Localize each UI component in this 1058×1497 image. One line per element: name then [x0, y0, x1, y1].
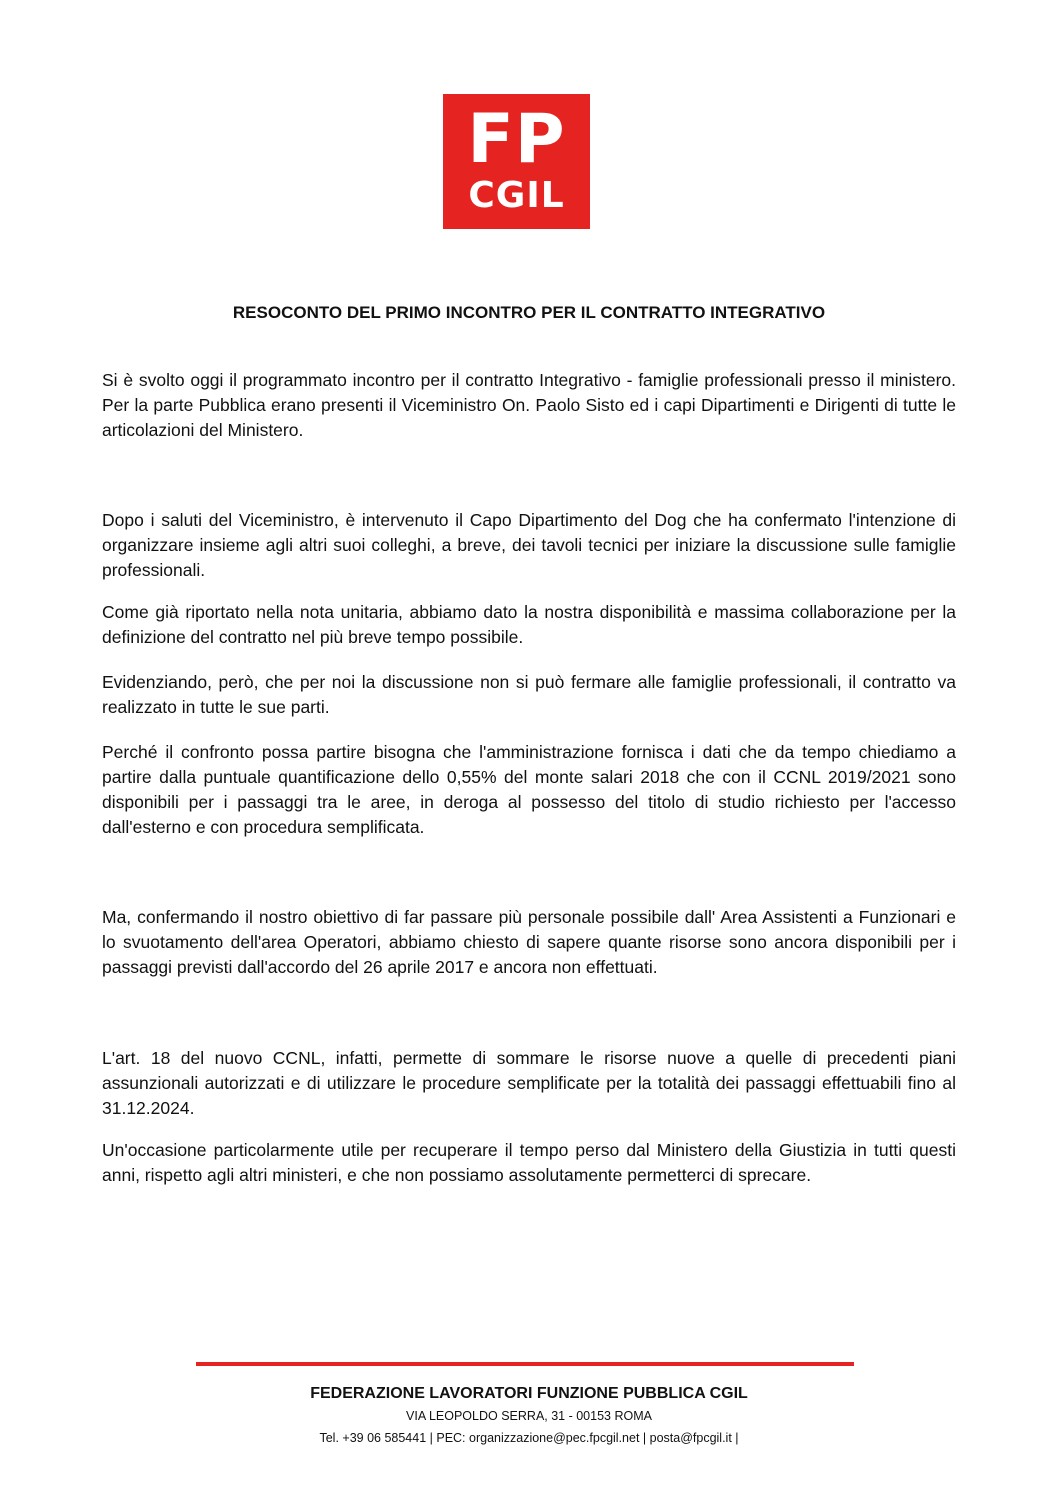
logo-line-cgil: CGIL — [468, 175, 565, 216]
footer-organization: FEDERAZIONE LAVORATORI FUNZIONE PUBBLICA CGIL — [310, 1385, 748, 1402]
logo-line-fp: FP — [467, 100, 566, 179]
paragraph-7: L'art. 18 del nuovo CCNL, infatti, permette di sommare le risorse nuove a quelle di precedenti piani assunzionali autorizzati e di utilizzare le procedure semplificate per la totalità dei passaggi effettuabili fino al 31.12.2024. — [102, 1048, 956, 1118]
document-title: RESOCONTO DEL PRIMO INCONTRO PER IL CONTRATTO INTEGRATIVO — [232, 303, 826, 322]
paragraph-5: Perché il confronto possa partire bisogna che l'amministrazione fornisca i dati che da tempo chiediamo a partire dalla puntuale quantificazione dello 0,55% del monte salari 2018 che con il CCNL 2019/2021 sono disponibili per i passaggi tra le aree, in deroga al possesso del titolo di studio richiesto per l'accesso dall'esterno e con procedura semplificata. — [102, 742, 956, 837]
paragraph-6: Ma, confermando il nostro obiettivo di far passare più personale possibile dall' Area Assistenti a Funzionari e lo svuotamento dell'area Operatori, abbiamo chiesto di sapere quante risorse sono ancora disponibili per i passaggi previsti dall'accordo del 26 aprile 2017 e ancora non effettuati. — [102, 907, 956, 977]
footer-contacts: Tel. +39 06 585441 | PEC: organizzazione@pec.fpcgil.net | posta@fpcgil.it | — [319, 1431, 739, 1445]
paragraph-2: Dopo i saluti del Viceministro, è intervenuto il Capo Dipartimento del Dog che ha confermato l'intenzione di organizzare insieme agli altri suoi colleghi, a breve, dei tavoli tecnici per iniziare la discussione sulle famiglie professionali. — [102, 510, 956, 580]
paragraph-4: Evidenziando, però, che per noi la discussione non si può fermare alle famiglie professionali, il contratto va realizzato in tutte le sue parti. — [102, 672, 956, 717]
fp-cgil-logo — [443, 94, 590, 229]
footer-divider — [196, 1362, 854, 1366]
paragraph-8: Un'occasione particolarmente utile per recuperare il tempo perso dal Ministero della Giustizia in tutti questi anni, rispetto agli altri ministeri, e che non possiamo assolutamente permetterci di sprecare. — [102, 1140, 956, 1185]
paragraph-1: Si è svolto oggi il programmato incontro per il contratto Integrativo - famiglie professionali presso il ministero. Per la parte Pubblica erano presenti il Viceministro On. Paolo Sisto ed i capi Dipartimenti e Dirigenti di tutte le articolazioni del Ministero. — [102, 370, 956, 440]
footer-address: VIA LEOPOLDO SERRA, 31 - 00153 ROMA — [406, 1409, 652, 1423]
paragraph-3: Come già riportato nella nota unitaria, abbiamo dato la nostra disponibilità e massima collaborazione per la definizione del contratto nel più breve tempo possibile. — [102, 602, 956, 647]
